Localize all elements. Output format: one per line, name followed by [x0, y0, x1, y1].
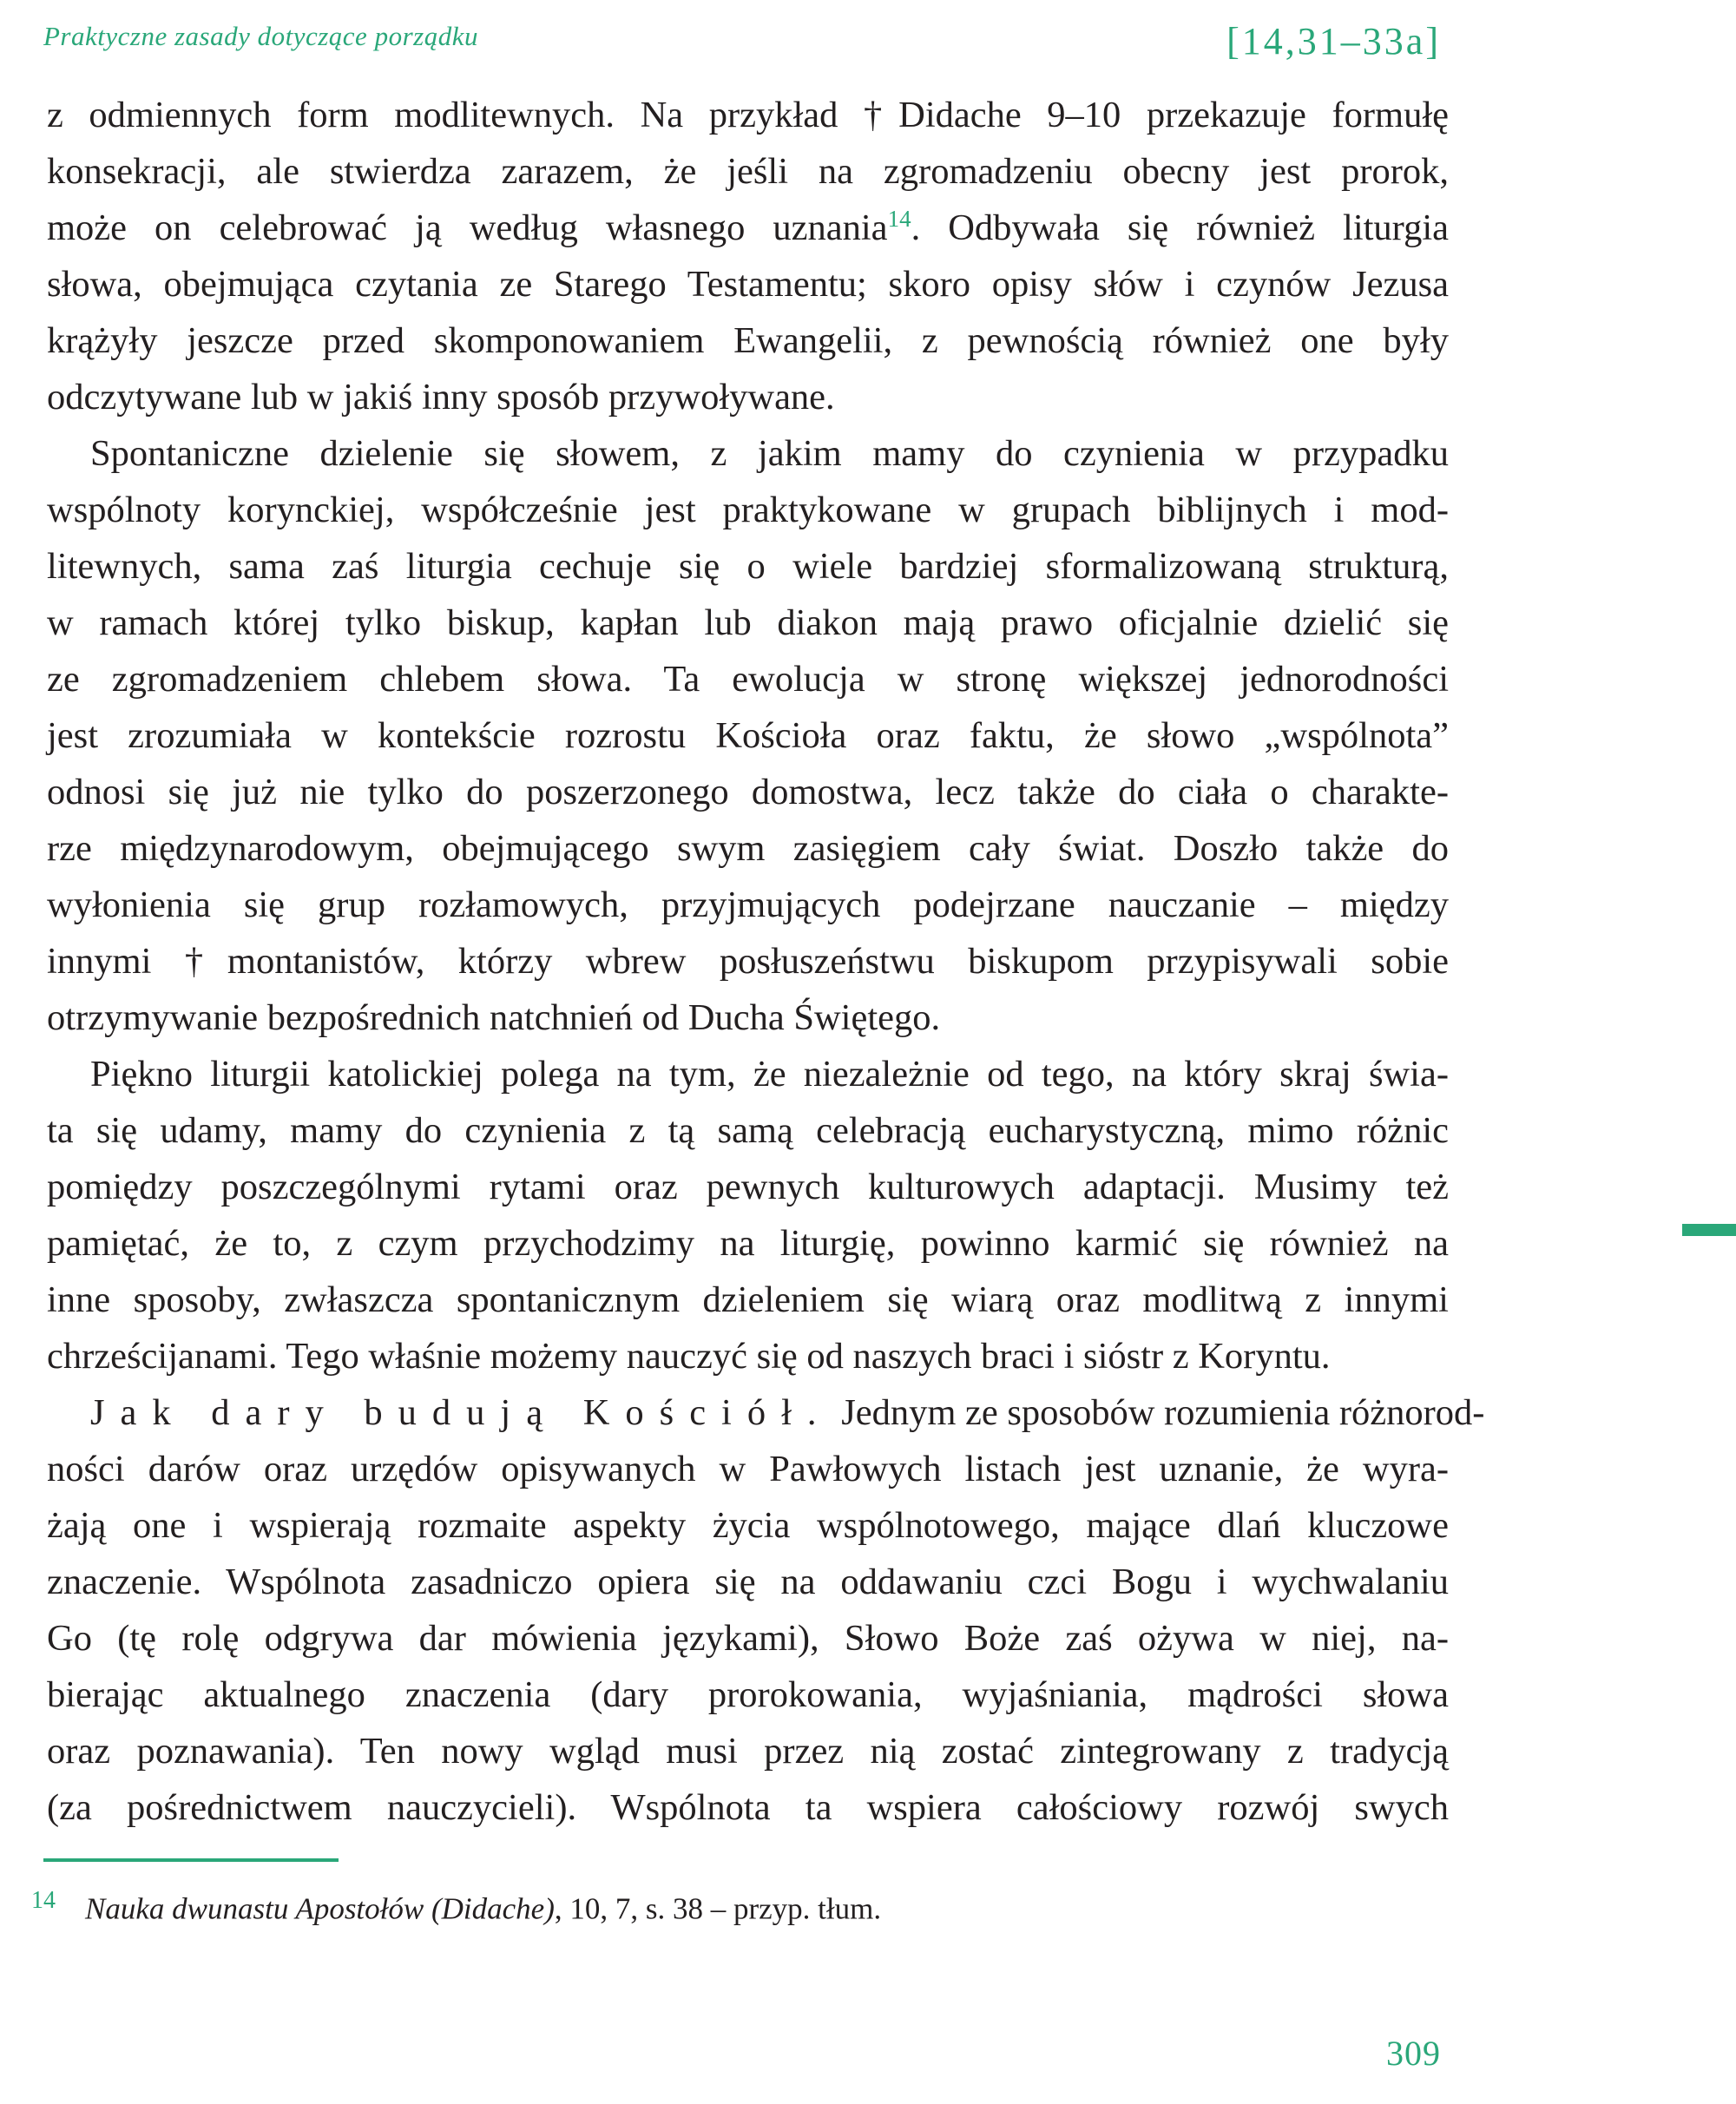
paragraph-3: [47, 1046, 1449, 1384]
footnote-divider: [43, 1858, 339, 1862]
footnote-title: Nauka dwunastu Apostołów (Didache): [85, 1891, 555, 1926]
thumb-index-tab: [1682, 1224, 1736, 1236]
section-run-in-heading: Jak dary budują Kościół.: [90, 1392, 832, 1433]
text-line: Piękno liturgii katolickiej polega na tym, że niezależnie od tego, na który skraj świa-: [90, 1054, 1449, 1095]
body-text: [47, 87, 1485, 1836]
text-segment: . Odbywała się również liturgia: [911, 207, 1449, 248]
text-line: Go (tę rolę odgrywa dar mówienia językami), Słowo Boże zaś ożywa w niej, na-: [47, 1618, 1449, 1659]
text-line: znaczenie. Wspólnota zasadniczo opiera się na oddawaniu czci Bogu i wychwalaniu: [47, 1562, 1449, 1602]
text-line: jest zrozumiała w kontekście rozrostu Kościoła oraz faktu, że słowo „wspólnota”: [47, 715, 1449, 756]
text-line: z odmiennych form modlitewnych. Na przykład †Didache 9–10 przekazuje formułę: [47, 95, 1449, 135]
text-line: wspólnoty korynckiej, współcześnie jest praktykowane w grupach biblijnych i mod-: [47, 490, 1449, 530]
text-line: krążyły jeszcze przed skomponowaniem Ewangelii, z pewnością również one były: [47, 320, 1449, 361]
text-line: litewnych, sama zaś liturgia cechuje się o wiele bardziej sformalizowaną strukturą,: [47, 546, 1449, 587]
text-line: słowa, obejmująca czytania ze Starego Testamentu; skoro opisy słów i czynów Jezusa: [47, 264, 1449, 305]
text-line: wyłonienia się grup rozłamowych, przyjmujących podejrzane nauczanie – między: [47, 884, 1449, 925]
text-line: [47, 1384, 1485, 1441]
text-line: konsekracji, ale stwierdza zarazem, że jeśli na zgromadzeniu obecny jest prorok,: [47, 151, 1449, 192]
running-header-title: Praktyczne zasady dotyczące porządku: [43, 21, 478, 51]
footnote-number: 14: [31, 1887, 56, 1914]
text-line: inne sposoby, zwłaszcza spontanicznym dzieleniem się wiarą oraz modlitwą z innymi: [47, 1279, 1449, 1320]
text-line: (za pośrednictwem nauczycieli). Wspólnota ta wspiera całościowy rozwój swych: [47, 1787, 1449, 1828]
text-line: ta się udamy, mamy do czynienia z tą samą celebracją eucharystyczną, mimo różnic: [47, 1110, 1449, 1151]
section-reference: [14,31–33a]: [1226, 20, 1441, 62]
paragraph-2: [47, 425, 1449, 1046]
page-number: 309: [1386, 2034, 1441, 2073]
text-line: odnosi się już nie tylko do poszerzonego domostwa, lecz także do ciała o charakte-: [47, 772, 1449, 812]
text-line: ze zgromadzeniem chlebem słowa. Ta ewolucja w stronę większej jednorodności: [47, 659, 1449, 700]
text-line: [47, 200, 1449, 256]
text-line: innymi †montanistów, którzy wbrew posłuszeństwu biskupom przypisywali sobie: [47, 941, 1449, 982]
footnote-reference[interactable]: 14: [887, 205, 911, 232]
text-line: w ramach której tylko biskup, kapłan lub diakon mają prawo oficjalnie dzielić się: [47, 602, 1449, 643]
text-line: pomiędzy poszczególnymi rytami oraz pewnych kulturowych adaptacji. Musimy też: [47, 1167, 1449, 1207]
text-line: Spontaniczne dzielenie się słowem, z jakim mamy do czynienia w przypadku: [90, 433, 1449, 474]
text-line: bierając aktualnego znaczenia (dary prorokowania, wyjaśniania, mądrości słowa: [47, 1674, 1449, 1715]
text-line: oraz poznawania). Ten nowy wgląd musi przez nią zostać zintegrowany z tradycją: [47, 1731, 1449, 1772]
text-line: chrześcijanami. Tego właśnie możemy nauczyć się od naszych braci i sióstr z Koryntu.: [47, 1336, 1331, 1377]
text-line: żają one i wspierają rozmaite aspekty życia wspólnotowego, mające dlań kluczowe: [47, 1505, 1449, 1546]
paragraph-4: [47, 1384, 1485, 1836]
text-segment: Jednym ze sposobów rozumienia różnorod-: [841, 1392, 1485, 1433]
text-segment: może on celebrować ją według własnego uznania: [47, 207, 888, 248]
footnote: [31, 1879, 881, 1931]
text-line: otrzymywanie bezpośrednich natchnień od Ducha Świętego.: [47, 997, 941, 1038]
paragraph-1: [47, 87, 1449, 425]
text-line: rze międzynarodowym, obejmującego swym zasięgiem cały świat. Doszło także do: [47, 828, 1449, 869]
text-line: ności darów oraz urzędów opisywanych w Pawłowych listach jest uznanie, że wyra-: [47, 1449, 1449, 1489]
text-line: pamiętać, że to, z czym przychodzimy na liturgię, powinno karmić się również na: [47, 1223, 1449, 1264]
text-line: odczytywane lub w jakiś inny sposób przywoływane.: [47, 377, 835, 418]
footnote-text: , 10, 7, s. 38 – przyp. tłum.: [554, 1891, 882, 1926]
